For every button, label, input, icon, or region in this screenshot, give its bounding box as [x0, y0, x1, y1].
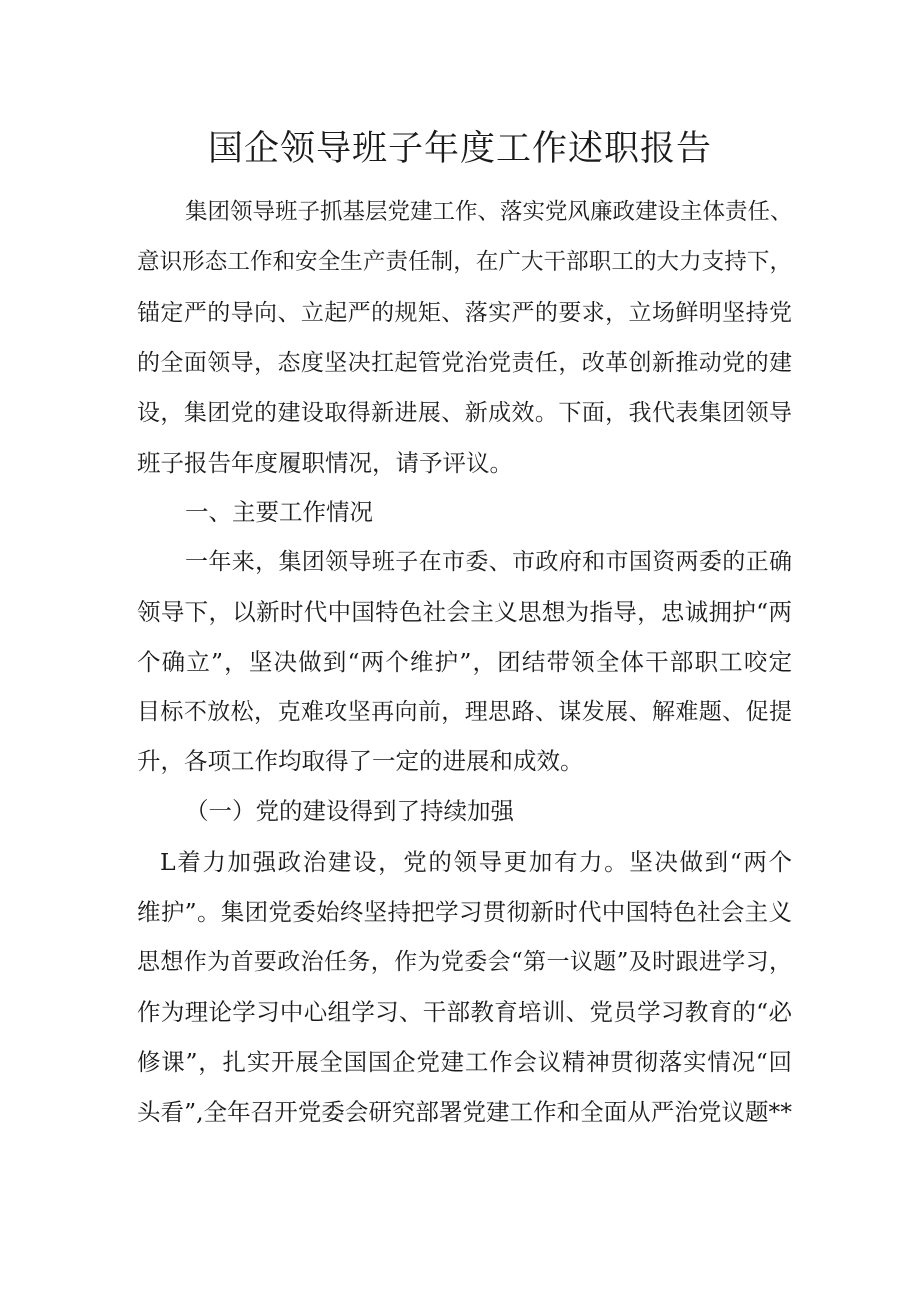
paragraph-line: 意识形态工作和安全生产责任制，在广大干部职工的大力支持下，	[137, 249, 792, 275]
paragraph-line: 作为理论学习中心组学习、干部教育培训、党员学习教育的“必	[137, 998, 792, 1026]
paragraph-line: 班子报告年度履职情况，请予评议。	[137, 449, 513, 477]
subsection-heading: （一）党的建设得到了持续加强	[185, 797, 514, 825]
paragraph-line: 的全面领导，态度坚决扛起管党治党责任，改革创新推动党的建	[137, 350, 792, 376]
paragraph-line: 设，集团党的建设取得新进展、新成效。下面，我代表集团领导	[137, 400, 792, 426]
paragraph-line: 维护”。集团党委始终坚持把学习贯彻新时代中国特色社会主义	[137, 898, 792, 926]
paragraph-line: 升，各项工作均取得了一定的进展和成效。	[137, 747, 584, 775]
paragraph-line: 一年来，集团领导班子在市委、市政府和市国资两委的正确	[185, 549, 792, 575]
paragraph-line: 思想作为首要政治任务，作为党委会“第一议题”及时跟进学习，	[137, 949, 792, 975]
document-title: 国企领导班子年度工作述职报告	[207, 129, 712, 169]
paragraph-line: 领导下，以新时代中国特色社会主义思想为指导，忠诚拥护“两	[137, 598, 792, 626]
paragraph-line: 集团领导班子抓基层党建工作、落实党风廉政建设主体责任、	[185, 199, 793, 225]
paragraph-line: L着力加强政治建设，党的领导更加有力。坚决做到“两个	[160, 848, 792, 876]
section-heading: 一、主要工作情况	[185, 498, 373, 526]
paragraph-line: 个确立”，坚决做到“两个维护”，团结带领全体干部职工咬定	[137, 648, 792, 676]
paragraph-line: 目标不放松，克难攻坚再向前，理思路、谋发展、解难题、促提	[137, 699, 792, 725]
paragraph-line: 修课”，扎实开展全国国企党建工作会议精神贯彻落实情况“回	[137, 1048, 792, 1076]
paragraph-line: 头看”,全年召开党委会研究部署党建工作和全面从严治党议题**	[137, 1098, 792, 1126]
paragraph-line: 锚定严的导向、立起严的规矩、落实严的要求，立场鲜明坚持党	[137, 300, 792, 326]
